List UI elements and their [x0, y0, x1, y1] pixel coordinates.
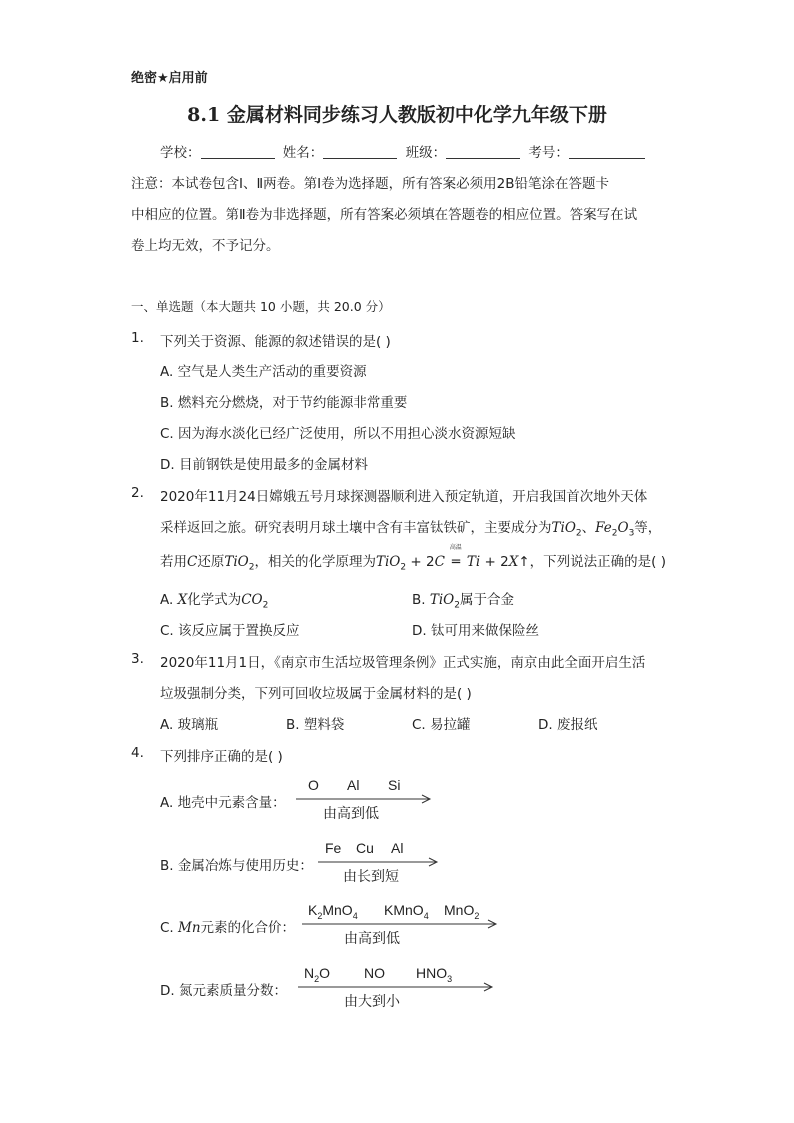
q3-option-b[interactable]: B. 塑料袋 [286, 717, 345, 733]
section-heading: 一、单选题（本大题共 10 小题，共 20.0 分） [131, 299, 391, 314]
page-title: 8.1 金属材料同步练习人教版初中化学九年级下册 [187, 104, 607, 126]
q1-option-a[interactable]: A. 空气是人类生产活动的重要资源 [160, 364, 367, 380]
q4-d-label: D. 氮元素质量分数： [160, 983, 287, 999]
school-blank[interactable] [201, 144, 275, 159]
student-info-line [160, 141, 649, 161]
q2-option-b[interactable]: B. TiO$_2$属于合金 [412, 592, 514, 611]
q4-d-item-3: $HNO_3$ [416, 965, 453, 984]
q4-a-label: A. 地壳中元素含量： [160, 795, 286, 811]
q4-a-item-2: Al [347, 777, 360, 793]
confidential-mark: 绝密★启用前 [131, 71, 208, 86]
q2-line-1: 2020年11月24日嫦娥五号月球探测器顺利进入预定轨道，开启我国首次地外天体 [160, 489, 648, 505]
q4-b-item-2: Cu [356, 840, 374, 856]
q4-a-item-1: O [308, 777, 319, 793]
q3-option-d[interactable]: D. 废报纸 [538, 717, 598, 733]
q3-number: 3. [131, 651, 144, 667]
q2-option-d[interactable]: D. 钛可用来做保险丝 [412, 623, 539, 639]
q3-line-1: 2020年11月1日，《南京市生活垃圾管理条例》正式实施，南京由此全面开启生活 [160, 655, 646, 671]
name-label: 姓名： [282, 145, 324, 161]
q2-number: 2. [131, 485, 144, 501]
q2-option-c[interactable]: C. 该反应属于置换反应 [160, 623, 300, 639]
q2-line-2: 采样返回之旅。研究表明月球土壤中含有丰富钛铁矿，主要成分为TiO$_2$、$Fe_2O_3$等， [160, 520, 662, 539]
q4-d-item-2: NO [364, 965, 385, 981]
name-blank[interactable] [323, 144, 397, 159]
notice-line-1: 注意：本试卷包含Ⅰ、Ⅱ两卷。第Ⅰ卷为选择题，所有答案必须用2B铅笔涂在答题卡 [131, 176, 609, 192]
q1-option-b[interactable]: B. 燃料充分燃烧，对于节约能源非常重要 [160, 395, 408, 411]
q4-a-direction: 由高到低 [323, 806, 379, 822]
q4-d-item-1: $N_2O$ [304, 965, 331, 984]
notice-line-3: 卷上均无效，不予记分。 [131, 238, 280, 254]
exam-no-blank[interactable] [569, 144, 645, 159]
reaction-condition: 高温 [449, 544, 462, 551]
q1-option-c[interactable]: C. 因为海水淡化已经广泛使用，所以不用担心淡水资源短缺 [160, 426, 516, 442]
notice-line-2: 中相应的位置。第Ⅱ卷为非选择题，所有答案必须填在答题卷的相应位置。答案写在试 [131, 207, 638, 223]
q4-stem: 下列排序正确的是( ) [160, 749, 283, 765]
q3-line-2: 垃圾强制分类，下列可回收垃圾属于金属材料的是( ) [160, 686, 472, 702]
q4-d-direction: 由大到小 [344, 994, 400, 1010]
q4-c-item-1: $K_2MnO_4$ [308, 902, 358, 921]
q4-a-item-3: Si [388, 777, 401, 793]
q4-b-item-3: Al [391, 840, 404, 856]
q4-c-item-3: MnO$_2$ [444, 902, 480, 921]
q4-c-label: C. Mn元素的化合价： [160, 920, 296, 936]
arrow-right-icon [302, 919, 502, 929]
q1-option-d[interactable]: D. 目前钢铁是使用最多的金属材料 [160, 457, 368, 473]
q2-line-3: 若用C还原TiO$_2$，相关的化学原理为TiO$_2$ + 2C 高温 ═ Ti + 2X↑，下列说法正确的是( ) [160, 544, 666, 573]
q1-number: 1. [131, 330, 144, 346]
q4-b-item-1: Fe [325, 840, 342, 856]
exam-no-label: 考号： [528, 145, 569, 161]
q4-c-item-2: KMnO$_4$ [384, 902, 429, 921]
q1-stem: 下列关于资源、能源的叙述错误的是( ) [160, 334, 391, 350]
q4-number: 4. [131, 745, 144, 761]
q3-option-c[interactable]: C. 易拉罐 [412, 717, 471, 733]
class-blank[interactable] [446, 144, 520, 159]
q4-c-direction: 由高到低 [344, 931, 400, 947]
class-label: 班级： [405, 145, 447, 161]
q4-b-direction: 由长到短 [343, 869, 399, 885]
q3-option-a[interactable]: A. 玻璃瓶 [160, 717, 219, 733]
q2-option-a[interactable]: A. X化学式为$CO_2$ [160, 592, 269, 611]
q4-b-label: B. 金属冶炼与使用历史： [160, 858, 313, 874]
school-label: 学校： [160, 145, 201, 161]
